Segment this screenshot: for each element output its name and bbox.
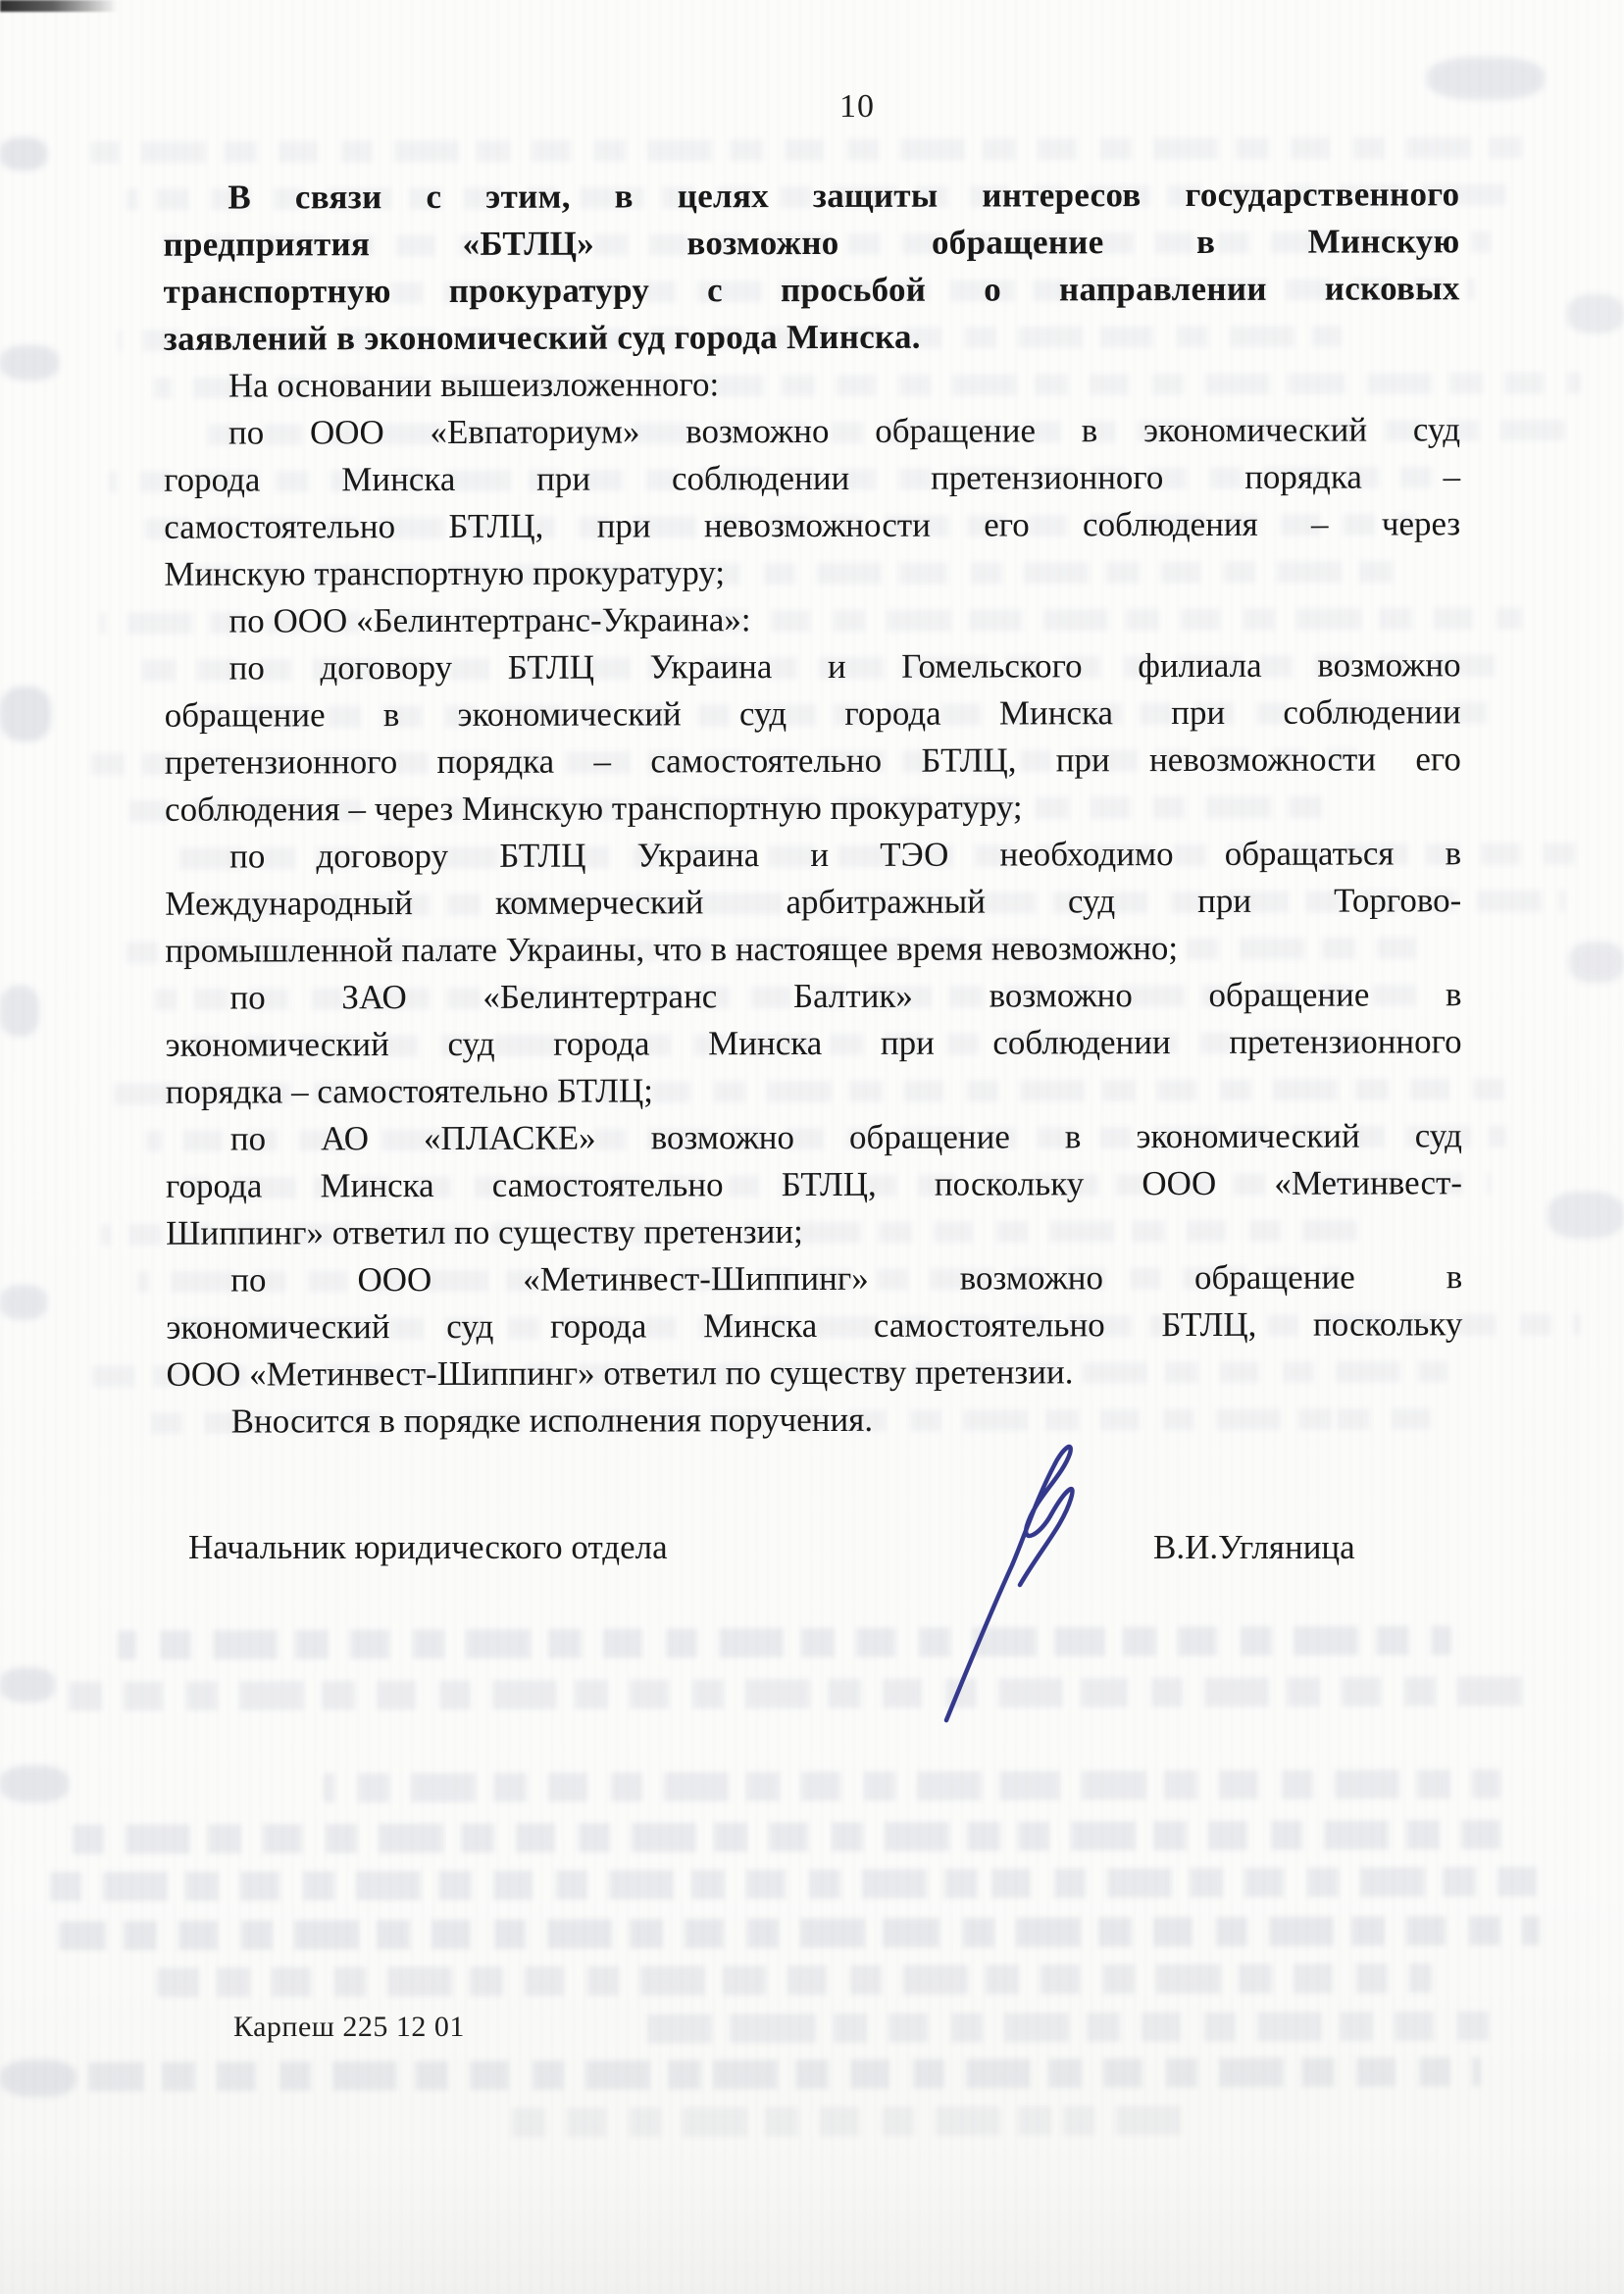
bleedthrough-row	[59, 1915, 1540, 1950]
scan-smudge-top-left-icon	[0, 0, 118, 12]
paragraph	[165, 830, 1461, 974]
text-line: по ЗАО «Белинтертранс Балтик» возможно обращение в	[229, 975, 1462, 1017]
scan-smudge	[0, 2060, 76, 2097]
text-line: В связи с этим, в целях защиты интересов государственного	[228, 175, 1460, 217]
scan-smudge	[0, 1285, 47, 1320]
text-line: На основании вышеизложенного:	[228, 365, 720, 405]
scan-smudge	[1567, 294, 1624, 333]
text-line: промышленной палате Украины, что в настоящее время невозможно;	[165, 929, 1179, 970]
bleedthrough-row	[157, 1963, 1432, 1998]
text-line: Вносится в порядке исполнения поручения.	[230, 1400, 874, 1441]
text-line: Минскую транспортную прокуратуру;	[164, 553, 726, 593]
signatory-position-title: Начальник юридического отдела	[188, 1528, 668, 1566]
bleedthrough-row	[118, 1626, 1451, 1660]
text-line: по ООО «Метинвест-Шиппинг» возможно обращение в	[230, 1257, 1463, 1300]
text-line: предприятия «БТЛЦ» возможно обращение в Минскую	[163, 222, 1460, 264]
text-line: по договору БТЛЦ Украина и Гомельского филиала возможно	[228, 645, 1461, 688]
text-line: обращение в экономический суд города Минска при соблюдении	[164, 692, 1461, 735]
executor-reference: Карпеш 225 12 01	[233, 2011, 465, 2043]
page-number: 10	[839, 88, 875, 125]
scan-smudge	[1427, 57, 1545, 100]
scan-smudge	[0, 986, 39, 1037]
paragraph	[163, 171, 1459, 362]
paragraph	[166, 1112, 1462, 1256]
paragraph	[165, 971, 1461, 1115]
text-line: соблюдения – через Минскую транспортную прокуратуру;	[164, 788, 1023, 829]
text-line: заявлений в экономический суд города Минска.	[163, 317, 921, 358]
text-line: по АО «ПЛАСКЕ» возможно обращение в экономический суд	[229, 1116, 1462, 1158]
bleedthrough-row	[59, 1676, 1530, 1710]
text-line: порядка – самостоятельно БТЛЦ;	[165, 1071, 654, 1111]
bleedthrough-row	[90, 136, 1522, 163]
text-line: транспортную прокуратуру с просьбой о направлении исковых	[163, 269, 1460, 311]
scan-smudge	[1548, 1192, 1624, 1239]
scan-smudge	[0, 137, 47, 171]
document-body	[163, 171, 1462, 1445]
scan-smudge	[1569, 942, 1624, 983]
bleedthrough-row	[628, 2011, 1491, 2043]
bleedthrough-row	[39, 1866, 1549, 1901]
text-line: экономический суд города Минска при соблюдении претензионного	[165, 1022, 1462, 1064]
paragraph	[166, 1253, 1462, 1398]
paragraph	[165, 641, 1461, 833]
bleedthrough-row	[324, 1769, 1500, 1803]
scan-smudge	[0, 1765, 69, 1803]
scan-smudge	[0, 345, 59, 381]
paragraph	[164, 406, 1460, 597]
signature-block	[165, 1528, 1461, 1591]
bleedthrough-row	[510, 2106, 1196, 2137]
paragraph	[164, 359, 1460, 409]
text-line: города Минска при соблюдении претензионного порядка –	[164, 457, 1461, 499]
bleedthrough-row	[69, 1819, 1520, 1854]
text-line: по договору БТЛЦ Украина и ТЭО необходимо обращаться в	[229, 834, 1462, 876]
handwritten-signature-icon	[917, 1434, 1084, 1728]
paragraph	[167, 1395, 1463, 1445]
text-line: Международный коммерческий арбитражный суд при Торгово-	[165, 881, 1462, 923]
text-line: Шиппинг» ответил по существу претензии;	[166, 1212, 803, 1252]
text-line: по ООО «Белинтертранс-Украина»:	[228, 600, 751, 640]
text-line: по ООО «Евпаториум» возможно обращение в экономический суд	[228, 410, 1461, 452]
text-line: города Минска самостоятельно БТЛЦ, поскольку ООО «Метинвест-	[165, 1163, 1463, 1205]
bleedthrough-row	[88, 2058, 1481, 2092]
signatory-name: В.И.Угляница	[1153, 1528, 1355, 1566]
scan-smudge	[0, 687, 51, 741]
scan-smudge	[0, 1667, 55, 1703]
text-line: экономический суд города Минска самостоятельно БТЛЦ, поскольку	[166, 1304, 1463, 1347]
paragraph	[164, 594, 1460, 644]
text-line: претензионного порядка – самостоятельно БТЛЦ, при невозможности его	[164, 739, 1461, 782]
text-line: ООО «Метинвест-Шиппинг» ответил по существу претензии.	[166, 1352, 1074, 1394]
text-line: самостоятельно БТЛЦ, при невозможности его соблюдения – через	[164, 504, 1461, 546]
